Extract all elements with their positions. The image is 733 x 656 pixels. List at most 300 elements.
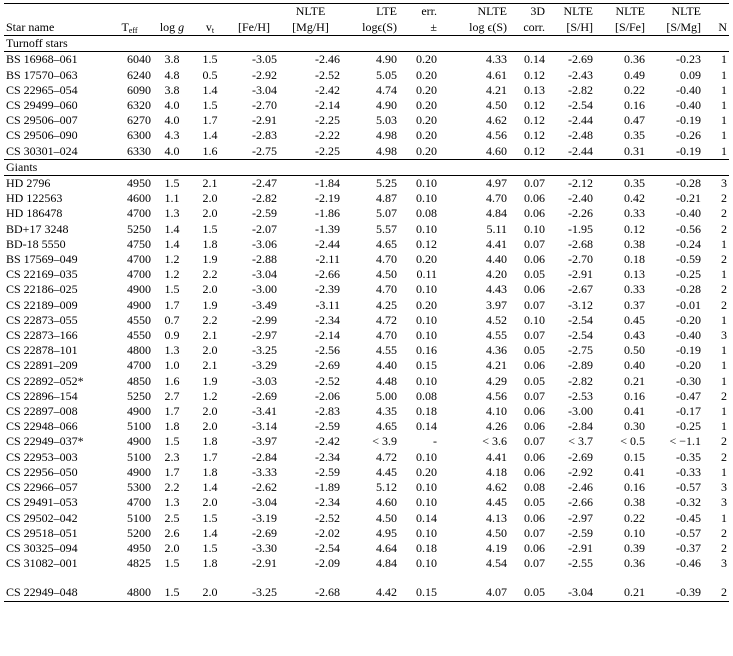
cell-smg: -0.25 — [676, 419, 701, 434]
cell-3d-corr: 0.06 — [524, 358, 545, 373]
cell-n: 2 — [721, 388, 727, 403]
cell-lte-loge: 4.70 — [376, 328, 397, 343]
cell-n: 2 — [721, 449, 727, 464]
cell-n: 2 — [721, 297, 727, 312]
header-vt — [191, 19, 229, 36]
cell-star-name: CS 29506–090 — [6, 128, 78, 143]
cell-3d-corr: 0.05 — [509, 585, 547, 601]
cell-err: 0.14 — [416, 510, 437, 525]
cell-sh: -3.00 — [568, 404, 593, 419]
cell-sh: -2.43 — [568, 67, 593, 82]
cell-smg: -0.46 — [676, 556, 701, 571]
cell-logg: 0.9 — [164, 328, 180, 343]
cell-feh: -3.04 — [252, 82, 277, 97]
cell-logg: 1.2 — [164, 252, 180, 267]
cell-sh: -2.12 — [568, 176, 593, 191]
cell-n: 3 — [721, 328, 727, 343]
cell-mgh: -2.46 — [315, 52, 340, 67]
cell-logg: 1.3 — [164, 495, 180, 510]
cell-vt: 1.9 — [202, 252, 218, 267]
cell-mgh: -1.39 — [315, 221, 340, 236]
cell-nlte-loge: 4.55 — [486, 328, 507, 343]
cell-lte-loge: 4.70 — [376, 252, 397, 267]
cell-teff: 5200 — [127, 525, 151, 540]
cell-sfe: 0.39 — [624, 540, 645, 555]
table-row — [4, 83, 729, 98]
cell-nlte-loge: 4.62 — [486, 113, 507, 128]
cell-logg: 1.3 — [164, 206, 180, 221]
cell-vt: 2.2 — [202, 312, 218, 327]
cell-teff: 4850 — [127, 373, 151, 388]
cell-sh: -2.91 — [568, 267, 593, 282]
cell-sh: -2.54 — [568, 328, 593, 343]
cell-n: 1 — [721, 343, 727, 358]
cell-mgh: -2.09 — [315, 556, 340, 571]
cell-teff: 6300 — [127, 128, 151, 143]
cell-n: 2 — [721, 252, 727, 267]
header-top-cell — [191, 4, 229, 20]
cell-vt: 1.8 — [202, 556, 218, 571]
cell-teff: 6330 — [106, 144, 153, 160]
cell-lte-loge: 4.98 — [342, 144, 399, 160]
cell-sfe: 0.33 — [624, 206, 645, 221]
cell-smg: -0.45 — [676, 510, 701, 525]
cell-3d-corr: 0.08 — [524, 480, 545, 495]
cell-vt: 1.9 — [202, 373, 218, 388]
cell-n: 1 — [721, 236, 727, 251]
cell-n: 1 — [721, 67, 727, 82]
cell-n: 3 — [721, 495, 727, 510]
header-top-cell — [4, 4, 106, 20]
cell-3d-corr: 0.07 — [524, 434, 545, 449]
cell-err: 0.20 — [416, 464, 437, 479]
cell-teff: 4700 — [127, 358, 151, 373]
cell-lte-loge: 4.65 — [376, 419, 397, 434]
cell-star-name: CS 22949–048 — [4, 585, 106, 601]
cell-lte-loge: 4.40 — [376, 358, 397, 373]
cell-feh: -2.97 — [252, 328, 277, 343]
cell-n: 1 — [721, 312, 727, 327]
cell-err: 0.10 — [416, 495, 437, 510]
cell-sh: -2.48 — [568, 128, 593, 143]
cell-sh: -2.92 — [568, 464, 593, 479]
cell-star-name: CS 22878–101 — [6, 343, 78, 358]
cell-smg: -0.35 — [676, 449, 701, 464]
cell-nlte-loge: 4.21 — [486, 82, 507, 97]
table-body — [4, 36, 729, 601]
cell-3d-corr: 0.07 — [524, 297, 545, 312]
header-logg-prefix: log — [159, 20, 179, 34]
cell-nlte-loge: 4.60 — [439, 144, 509, 160]
cell-star-name: BS 17569–049 — [6, 252, 78, 267]
cell-star-name: BD+17 3248 — [6, 221, 69, 236]
cell-sh: -2.70 — [568, 252, 593, 267]
cell-mgh: -2.14 — [315, 98, 340, 113]
cell-nlte-loge: 4.40 — [486, 252, 507, 267]
cell-star-name: CS 22169–035 — [6, 267, 78, 282]
cell-teff: 5100 — [127, 510, 151, 525]
cell-sfe: 0.16 — [624, 388, 645, 403]
cell-err: 0.10 — [416, 373, 437, 388]
cell-mgh: -1.89 — [315, 480, 340, 495]
cell-vt: 1.8 — [202, 434, 218, 449]
cell-sfe: 0.47 — [624, 113, 645, 128]
cell-vt: 1.8 — [202, 236, 218, 251]
cell-3d-corr: 0.06 — [524, 449, 545, 464]
cell-n: 1 — [721, 464, 727, 479]
table-row — [4, 191, 729, 206]
cell-3d-corr: 0.05 — [524, 495, 545, 510]
header-top-cell: NLTE — [595, 4, 647, 20]
cell-vt: 1.5 — [202, 510, 218, 525]
header-star-name: Star name — [4, 19, 106, 36]
cell-3d-corr: 0.12 — [509, 144, 547, 160]
table-row — [4, 374, 729, 389]
header-feh: [Fe/H] — [229, 19, 279, 36]
cell-smg: -0.40 — [676, 328, 701, 343]
cell-teff: 5250 — [127, 221, 151, 236]
table-row — [4, 541, 729, 556]
table-row — [4, 389, 729, 404]
cell-nlte-loge: 4.62 — [486, 480, 507, 495]
cell-nlte-loge: 4.20 — [486, 267, 507, 282]
cell-sh: -2.46 — [568, 480, 593, 495]
cell-n: 1 — [721, 267, 727, 282]
cell-vt: 2.0 — [202, 419, 218, 434]
cell-smg: -0.59 — [676, 252, 701, 267]
cell-logg: 1.4 — [164, 236, 180, 251]
cell-err: 0.20 — [416, 98, 437, 113]
table-row — [4, 222, 729, 237]
cell-sfe: 0.16 — [624, 480, 645, 495]
table-row — [4, 176, 729, 192]
cell-3d-corr: 0.06 — [524, 282, 545, 297]
cell-sh: -2.67 — [568, 282, 593, 297]
cell-err: 0.10 — [416, 191, 437, 206]
cell-nlte-loge: 4.84 — [486, 206, 507, 221]
cell-lte-loge: 5.57 — [376, 221, 397, 236]
cell-sfe: 0.13 — [624, 267, 645, 282]
cell-teff: 6320 — [127, 98, 151, 113]
cell-vt: 1.4 — [202, 525, 218, 540]
cell-star-name: CS 29499–060 — [6, 98, 78, 113]
cell-smg: -0.56 — [676, 221, 701, 236]
cell-lte-loge: 4.60 — [376, 495, 397, 510]
cell-smg: -0.28 — [676, 176, 701, 191]
cell-star-name: CS 22189–009 — [6, 297, 78, 312]
cell-nlte-loge: 4.21 — [486, 358, 507, 373]
cell-teff: 4750 — [127, 236, 151, 251]
cell-err: 0.18 — [416, 404, 437, 419]
cell-sh: -2.82 — [568, 373, 593, 388]
cell-vt: 1.4 — [202, 128, 218, 143]
cell-logg: 2.2 — [164, 480, 180, 495]
header-nlte-loge: log ϵ(S) — [439, 19, 509, 36]
cell-3d-corr: 0.10 — [524, 221, 545, 236]
cell-err: 0.15 — [399, 585, 439, 601]
cell-3d-corr: 0.06 — [524, 419, 545, 434]
cell-nlte-loge: 5.11 — [486, 221, 507, 236]
cell-nlte-loge: 4.50 — [486, 98, 507, 113]
cell-3d-corr: 0.06 — [524, 464, 545, 479]
cell-sh: -2.68 — [568, 236, 593, 251]
cell-sfe: 0.36 — [624, 556, 645, 571]
header-top-cell — [229, 4, 279, 20]
cell-mgh: -2.42 — [315, 434, 340, 449]
cell-nlte-loge: 4.61 — [486, 67, 507, 82]
cell-feh: -2.47 — [252, 176, 277, 191]
table-row — [4, 237, 729, 252]
cell-err: 0.08 — [416, 206, 437, 221]
cell-mgh: -2.34 — [315, 449, 340, 464]
cell-logg: 3.8 — [164, 82, 180, 97]
cell-feh: -3.00 — [252, 282, 277, 297]
cell-nlte-loge: 4.97 — [486, 176, 507, 191]
cell-n: 1 — [721, 419, 727, 434]
cell-mgh: -2.44 — [315, 236, 340, 251]
cell-err: 0.16 — [416, 343, 437, 358]
cell-teff: 4900 — [127, 404, 151, 419]
header-top-cell — [106, 4, 153, 20]
table-row — [4, 585, 729, 601]
cell-3d-corr: 0.05 — [524, 373, 545, 388]
cell-star-name: CS 22891–209 — [6, 358, 78, 373]
spacer-cell — [4, 571, 729, 585]
table-row — [4, 556, 729, 571]
cell-logg: 3.8 — [164, 52, 180, 67]
cell-star-name: CS 22897–008 — [6, 404, 78, 419]
cell-feh: -2.59 — [252, 206, 277, 221]
cell-mgh: -2.54 — [315, 540, 340, 555]
cell-feh: -2.07 — [252, 221, 277, 236]
cell-3d-corr: 0.06 — [524, 252, 545, 267]
cell-nlte-loge: 4.56 — [486, 128, 507, 143]
cell-star-name: CS 22873–166 — [6, 328, 78, 343]
cell-n: 1 — [721, 358, 727, 373]
cell-mgh: -2.83 — [315, 404, 340, 419]
cell-sh: -2.26 — [568, 206, 593, 221]
cell-mgh: -2.52 — [315, 510, 340, 525]
cell-n: 2 — [721, 282, 727, 297]
cell-lte-loge: 4.70 — [376, 282, 397, 297]
cell-feh: -2.69 — [252, 525, 277, 540]
spacer-row — [4, 571, 729, 585]
header-top-cell — [153, 4, 191, 20]
cell-feh: -3.04 — [252, 495, 277, 510]
cell-feh: -2.92 — [252, 67, 277, 82]
cell-star-name: CS 29506–007 — [6, 113, 78, 128]
cell-lte-loge: 4.72 — [376, 312, 397, 327]
cell-logg: 2.7 — [164, 388, 180, 403]
cell-nlte-loge: 4.50 — [486, 525, 507, 540]
cell-feh: -3.03 — [252, 373, 277, 388]
table-row — [4, 252, 729, 267]
cell-nlte-loge: 4.07 — [439, 585, 509, 601]
cell-star-name: CS 30325–094 — [6, 540, 78, 555]
cell-logg: 2.3 — [164, 449, 180, 464]
header-teff-main: T — [121, 20, 129, 34]
header-sh: [S/H] — [547, 19, 595, 36]
cell-sh: -3.04 — [547, 585, 595, 601]
cell-sh: -2.89 — [568, 358, 593, 373]
cell-feh: -2.75 — [229, 144, 279, 160]
cell-mgh: -2.19 — [315, 191, 340, 206]
cell-sfe: 0.21 — [595, 585, 647, 601]
cell-lte-loge: 5.00 — [376, 388, 397, 403]
cell-teff: 4950 — [127, 176, 151, 191]
cell-feh: -3.33 — [252, 464, 277, 479]
cell-star-name: BD-18 5550 — [6, 236, 66, 251]
cell-vt: 1.2 — [202, 388, 218, 403]
cell-smg: -0.28 — [676, 282, 701, 297]
cell-nlte-loge: < 3.6 — [482, 434, 507, 449]
cell-nlte-loge: 4.33 — [486, 52, 507, 67]
sulfur-abundance-table — [4, 3, 729, 602]
cell-sh: -2.54 — [568, 98, 593, 113]
cell-logg: 1.5 — [164, 176, 180, 191]
cell-3d-corr: 0.12 — [524, 67, 545, 82]
cell-3d-corr: 0.12 — [524, 113, 545, 128]
cell-teff: 4550 — [127, 312, 151, 327]
header-sfe: [S/Fe] — [595, 19, 647, 36]
cell-smg: < −1.1 — [669, 434, 701, 449]
cell-teff: 6240 — [127, 67, 151, 82]
header-row-bottom — [4, 19, 729, 36]
cell-mgh: -2.22 — [315, 128, 340, 143]
cell-logg: 1.7 — [164, 297, 180, 312]
cell-3d-corr: 0.06 — [524, 404, 545, 419]
cell-logg: 2.6 — [164, 525, 180, 540]
cell-smg: -0.19 — [647, 144, 703, 160]
header-lte-loge: logϵ(S) — [342, 19, 399, 36]
cell-feh: -3.04 — [252, 267, 277, 282]
cell-3d-corr: 0.07 — [524, 388, 545, 403]
cell-logg: 4.0 — [153, 144, 191, 160]
cell-lte-loge: < 3.9 — [372, 434, 397, 449]
cell-feh: -2.88 — [252, 252, 277, 267]
cell-smg: -0.32 — [676, 495, 701, 510]
header-vt-main: v — [205, 20, 212, 34]
cell-star-name: CS 22186–025 — [6, 282, 78, 297]
cell-nlte-loge: 4.26 — [486, 419, 507, 434]
cell-sh: < 3.7 — [568, 434, 593, 449]
cell-n: 2 — [721, 525, 727, 540]
cell-3d-corr: 0.06 — [524, 191, 545, 206]
cell-3d-corr: 0.06 — [524, 540, 545, 555]
cell-teff: 4800 — [106, 585, 153, 601]
cell-sfe: 0.35 — [624, 128, 645, 143]
cell-logg: 4.3 — [164, 128, 180, 143]
table-row — [4, 419, 729, 434]
header-teff — [106, 19, 153, 36]
cell-star-name: HD 2796 — [6, 176, 51, 191]
cell-smg: -0.40 — [676, 206, 701, 221]
cell-logg: 1.2 — [164, 267, 180, 282]
cell-mgh: -2.14 — [315, 328, 340, 343]
cell-sh: -2.53 — [568, 388, 593, 403]
cell-3d-corr: 0.07 — [524, 236, 545, 251]
cell-star-name: BS 17570–063 — [6, 67, 78, 82]
cell-sfe: 0.43 — [624, 328, 645, 343]
cell-3d-corr: 0.05 — [524, 343, 545, 358]
header-mgh: [Mg/H] — [279, 19, 342, 36]
cell-vt: 0.5 — [202, 67, 218, 82]
cell-logg: 2.5 — [164, 510, 180, 525]
cell-mgh: -2.34 — [315, 495, 340, 510]
cell-smg: -0.19 — [676, 113, 701, 128]
cell-sfe: 0.31 — [595, 144, 647, 160]
cell-teff: 4700 — [127, 206, 151, 221]
cell-sh: -3.12 — [568, 297, 593, 312]
cell-n: 3 — [721, 176, 727, 191]
cell-star-name: CS 22965–054 — [6, 82, 78, 97]
cell-feh: -3.30 — [252, 540, 277, 555]
cell-teff: 4900 — [127, 297, 151, 312]
cell-sh: -2.82 — [568, 82, 593, 97]
header-err: ± — [399, 19, 439, 36]
cell-vt: 1.4 — [202, 480, 218, 495]
table-row — [4, 68, 729, 83]
cell-err: 0.15 — [416, 358, 437, 373]
cell-logg: 1.7 — [164, 404, 180, 419]
cell-err: 0.11 — [416, 267, 437, 282]
cell-teff: 4950 — [127, 540, 151, 555]
cell-sfe: 0.45 — [624, 312, 645, 327]
cell-lte-loge: 4.50 — [376, 510, 397, 525]
section-label-giants: Giants — [4, 159, 729, 175]
header-top-cell: err. — [399, 4, 439, 20]
cell-lte-loge: 5.07 — [376, 206, 397, 221]
cell-logg: 1.5 — [164, 282, 180, 297]
header-top-cell: 3D — [509, 4, 547, 20]
cell-nlte-loge: 4.54 — [486, 556, 507, 571]
cell-vt: 1.4 — [202, 82, 218, 97]
cell-logg: 1.4 — [164, 221, 180, 236]
cell-feh: -2.70 — [252, 98, 277, 113]
cell-star-name: CS 22966–057 — [6, 480, 78, 495]
cell-sfe: 0.41 — [624, 464, 645, 479]
table-row — [4, 113, 729, 128]
cell-vt: 1.5 — [202, 52, 218, 67]
cell-smg: -0.20 — [676, 312, 701, 327]
cell-lte-loge: 4.55 — [376, 343, 397, 358]
cell-smg: -0.40 — [676, 98, 701, 113]
cell-lte-loge: 4.95 — [376, 525, 397, 540]
cell-star-name: CS 29502–042 — [6, 510, 78, 525]
cell-teff: 5250 — [127, 388, 151, 403]
cell-3d-corr: 0.07 — [524, 328, 545, 343]
cell-err: 0.20 — [416, 252, 437, 267]
cell-n: 3 — [721, 480, 727, 495]
header-row-top — [4, 4, 729, 20]
cell-sh: -2.69 — [568, 449, 593, 464]
cell-sh: -2.66 — [568, 495, 593, 510]
cell-n: 1 — [721, 510, 727, 525]
table-row — [4, 282, 729, 297]
cell-vt: 2.0 — [202, 191, 218, 206]
cell-teff: 4900 — [127, 282, 151, 297]
cell-mgh: -1.84 — [315, 176, 340, 191]
cell-teff: 4600 — [127, 191, 151, 206]
cell-smg: -0.25 — [676, 267, 701, 282]
table-row — [4, 358, 729, 373]
cell-star-name: CS 22956–050 — [6, 464, 78, 479]
header-3d-corr: corr. — [509, 19, 547, 36]
cell-sfe: 0.16 — [624, 98, 645, 113]
cell-vt: 2.2 — [202, 267, 218, 282]
cell-sfe: 0.30 — [624, 419, 645, 434]
cell-err: 0.10 — [416, 221, 437, 236]
